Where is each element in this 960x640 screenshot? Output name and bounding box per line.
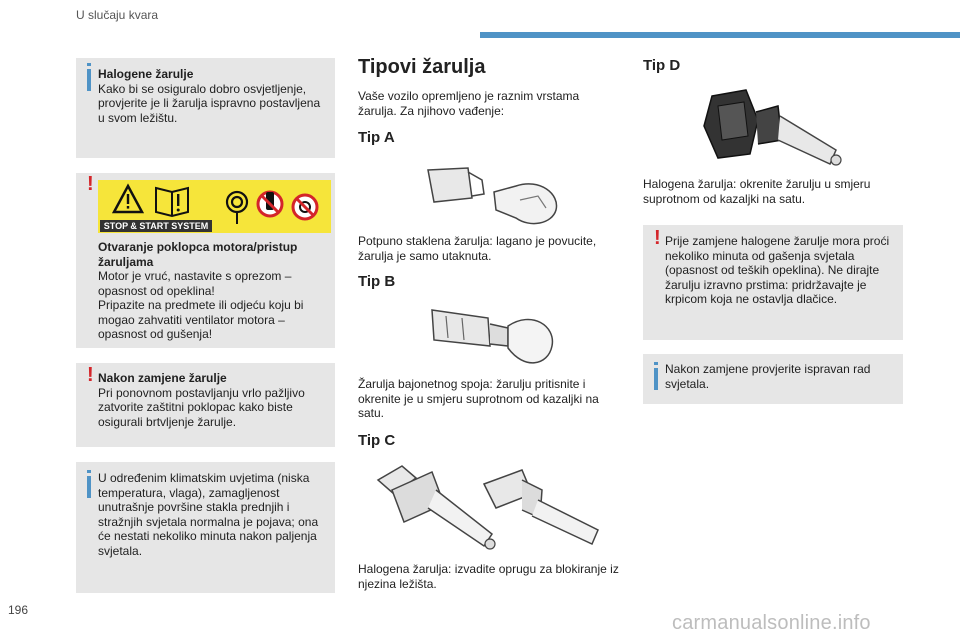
- info-icon: [87, 476, 91, 498]
- info-box-body: Kako bi se osiguralo dobro osvjetljenje, provjerite je li žarulja ispravno postavljena u svom ležištu.: [98, 81, 321, 125]
- header-accent-bar: [480, 32, 960, 38]
- tip-d-heading: Tip D: [643, 57, 681, 74]
- section-title: U slučaju kvara: [76, 8, 159, 22]
- tip-a-heading: Tip A: [358, 129, 395, 146]
- warning-box-after-replacement: [76, 363, 335, 447]
- warning-box-body: Pri ponovnom postavljanju vrlo pažljivo zatvorite zaštitni poklopac kako biste osigurali brtvljenje žarulje.: [98, 385, 305, 429]
- info-icon: [654, 368, 658, 390]
- tip-c-heading: Tip C: [358, 432, 396, 449]
- warning-box-body: Prije zamjene halogene žarulje mora proći nekoliko minuta od gašenja svjetala (opasnost od teških opeklina). Ne dirajte žarulju izravno prstima: pridržavajte je krpicom koja ne ostavlja dlačice.: [665, 234, 890, 306]
- bulb-type-b-illustration: [428, 300, 558, 372]
- info-icon: [87, 69, 91, 91]
- stop-start-badge: STOP & START SYSTEM: [100, 220, 212, 232]
- page-number: 196: [8, 603, 29, 617]
- warning-box-body-1: Motor je vruć, nastavite s oprezom – opasnost od opeklina!: [98, 269, 292, 298]
- info-box-halogen: [76, 58, 335, 158]
- page-title: Tipovi žarulja: [358, 56, 486, 78]
- tip-c-text: Halogena žarulja: izvadite oprugu za blokiranje iz njezina ležišta.: [358, 562, 619, 591]
- intro-text: Vaše vozilo opremljeno je raznim vrstama žarulja. Za njihovo vađenje:: [358, 89, 580, 118]
- bulb-type-d-illustration: [698, 86, 848, 172]
- info-box-body: Nakon zamjene provjerite ispravan rad svjetala.: [665, 362, 871, 391]
- warning-icon: !: [87, 173, 94, 195]
- info-box-check-lights: [643, 354, 903, 404]
- warning-box-body-2: Pripazite na predmete ili odjeću koju bi mogao zahvatiti ventilator motora – opasnost od gušenja!: [98, 298, 304, 341]
- tip-b-text: Žarulja bajonetnog spoja: žarulju pritisnite i okrenite je u smjeru suprotnom od kazaljki na satu.: [358, 377, 599, 420]
- warning-box-title: Otvaranje poklopca motora/pristup žaruljama: [98, 240, 298, 269]
- warning-icon: !: [654, 227, 661, 249]
- info-box-title: Halogene žarulje: [98, 67, 194, 81]
- warning-box-title: Nakon zamjene žarulje: [98, 371, 227, 385]
- warning-icon: !: [87, 364, 94, 386]
- info-box-condensation: [76, 462, 335, 593]
- watermark: carmanualsonline.info: [672, 612, 871, 634]
- tip-a-text: Potpuno staklena žarulja: lagano je povucite, žarulja je samo utaknuta.: [358, 234, 597, 263]
- info-box-body: U određenim klimatskim uvjetima (niska temperatura, vlaga), zamagljenost unutrašnje površine stakla prednjih i stražnjih svjetala normalna je pojava; ona će nestati nekoliko minuta nakon paljenja svjetala.: [98, 471, 319, 558]
- bulb-type-c-illustration: [372, 460, 612, 556]
- bulb-type-a-illustration: [420, 158, 565, 228]
- tip-b-heading: Tip B: [358, 273, 396, 290]
- tip-d-text: Halogena žarulja: okrenite žarulju u smjeru suprotnom od kazaljki na satu.: [643, 177, 871, 206]
- warning-box-halogen-burns: [643, 225, 903, 340]
- warning-box-text: [98, 240, 330, 342]
